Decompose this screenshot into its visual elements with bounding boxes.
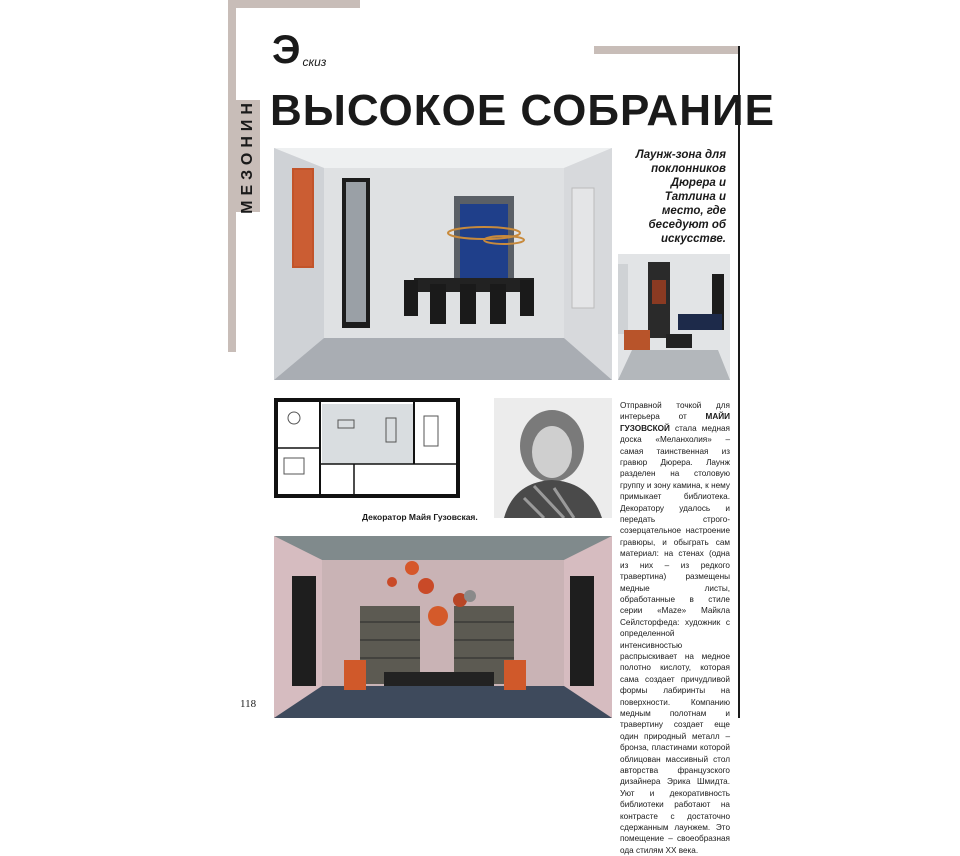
section-label bbox=[236, 100, 260, 212]
article-body bbox=[620, 400, 730, 856]
rubric-heading bbox=[272, 28, 327, 72]
portrait-photo bbox=[494, 398, 612, 518]
dining-room-sketch bbox=[274, 148, 612, 380]
body-text: стала медная доска «Меланхолия» – самая таинственная из гравюр Дюрера. Лаунж разделен на столовую группу и зону камина, к нему примыкает библиотека. Декоратору удалось и передать строго-созерцательное настроение гравюры, и обыграть сам материал: на стенах (одна из них – из редкого травертина) размещены медные листы, обработанные в стиле серии «Maze» Майкла Сейлсторфеда: художник с определенной интенсивностью распрыскивает на медное полотно кислоту, которая сама создает причудливой формы лабиринты на поверхности. Компанию медным полотнам и травертину создает еще один природный металл – бронза, пластинами которой облицован массивный стол авторства французского дизайнера Эрика Шмидта. Уют и декоративность библиотеки работают на контрасте с достаточно сдержанным лаунжем. Это помещение – своеобразная ода стилям XX века. bbox=[620, 423, 730, 855]
vertical-rule bbox=[738, 46, 740, 718]
lead-text: Лаунж-зона для поклонников Дюрера и Татлина и место, где беседуют об искусстве. bbox=[635, 149, 726, 245]
designer-name: МАЙИ ГУЗОВСКОЙ bbox=[620, 412, 731, 433]
fireplace-sketch bbox=[618, 254, 730, 380]
decorative-bar-left bbox=[228, 0, 236, 352]
rubric-word: скиз bbox=[302, 55, 327, 69]
body-intro: Отправной точкой для интерьера от bbox=[620, 401, 730, 422]
library-sketch bbox=[274, 536, 612, 718]
rubric-initial: Э bbox=[272, 28, 301, 72]
decorative-bar-top bbox=[228, 0, 360, 8]
page-number: 118 bbox=[240, 698, 257, 710]
page-title: ВЫСОКОЕ СОБРАНИЕ bbox=[270, 86, 775, 135]
floor-plan bbox=[274, 398, 460, 498]
decorative-bar-right bbox=[594, 46, 738, 54]
photo-caption: Декоратор Майя Гузовская. bbox=[362, 512, 478, 522]
section-label-text: МЕЗОНИН bbox=[239, 98, 256, 214]
